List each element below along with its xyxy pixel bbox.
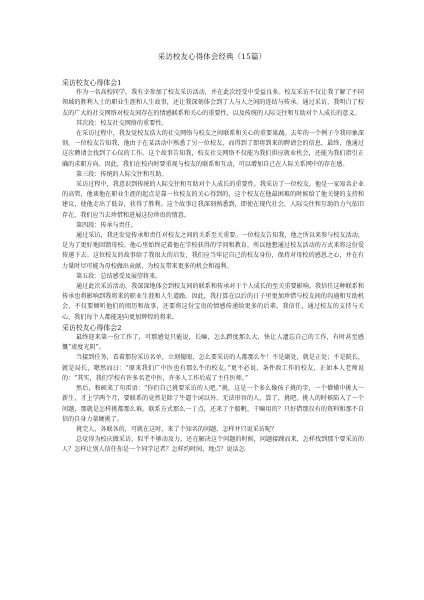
subheading: 第五段：总结感受及展望将来。 xyxy=(76,272,162,280)
paragraph: 最终迎来第一份工作了，可那感觉只能说，长嘛，怎么跨度那么大，快让人遗忘自己的工作，有时甚至感慨“虚度光阴”。 xyxy=(62,334,364,352)
paragraph: 当接到任务，看着那份采访名单，立刻傻眼，怎么要采访的人都那么牛！不是副处，就是正处；不是院长，就是局长，嗯然而曰：“原来我们广中医也有那么牛的校友。”更不必说，条件政工作的校友，正如本人老师说的：“其实，我们学校有许多名老中医，许多人工作后成了主任医师。” xyxy=(62,354,364,382)
paragraph: 然后，和硕来了句雷语：“你们自己挑要采访的人吧。”挑，这是一个多么像孩子挑的字，一个懵懂中挑大一新生，才上学两个月，要联系的竟然是除了牛逼个词以外，无法形容的人，算了，挑吧。挑人的时候陷入了一个问题，那就是怎样挑都那么难。联系方式那么一丁点，还来了个船帆，干嘛用的？只好借那仅有的资料和那不自信的自身力量硬挑了。 xyxy=(62,385,364,423)
paragraph: 采访过程中，我意识到传统的人际交往和互助对个人成长的重要性。我采访了一位校友，他是一家知名企业的高管，他谈他在职业生涯的起点是靠一位校友的关心得到的，这个校友在他最困难的时候给了他关键的支持和建议，使他走出了低谷，获得了胜利。这个故事让我深刻熟悉到，即使在现代社会，人际交往和互助的力气依旧存在，我们应当去珍惜和进展这份珍贵的情意。 xyxy=(62,181,364,219)
subheading: 第四段：传承与责任。 xyxy=(76,221,137,229)
document-title: 采访校友心得体会经典（15篇） xyxy=(157,52,267,61)
subheading: 其次段：校友社交网络的重要性。 xyxy=(76,119,168,127)
section-heading-2: 采访校友心得体会2 xyxy=(62,323,122,332)
document-body xyxy=(62,78,364,456)
paragraph: 挑完人，各联各的，可就在这时，来了个知名的问题，怎样并只说采访呢？ xyxy=(76,425,278,433)
paragraph: 通过此次采访活动，我深深地体会到校友间的联系和传承对于个人成长的至关重要影响。我信任这种联系和传承也将影响到我将来的职业生涯和人生道路。因此，我打算在以后的日子里更加珍惜与校友间的沟通和互助机会，不仅要倾听他们的阅历和故事，还要将这份宝贵的情感传递给更多的后辈。我信任，通过校友的支持与关心，我们每个人都能迎向更加辉煌的将来。 xyxy=(62,283,364,321)
section-heading-1: 采访校友心得体会1 xyxy=(62,79,122,87)
paragraph: 总觉得为校庆做采访，似乎不够动及力，还在解决这个问题的时候，问题接踵而来，怎样找到那个要采访的人？怎样让别人信任你是一个同学记者？怎样约时间、地点？说话怎 xyxy=(62,436,364,454)
paragraph: 作为一名高校同学，我有幸参加了校友采访活动，并在此次经受中受益良多。校友采访不仅让我了解了不同领域的胜利人士的职业生涯和人生故事，还让我深刻体会到了人与人之间的连结与传承。通过采访，我明白了校友的广大的社交网络对校友间存在的情感联系和关心的重要性，以及传统的人际交往和互助对个人成长的意义。 xyxy=(62,89,364,117)
paragraph: 通过采访，我还发觉传承和责任对校友之间的关系至关重要。一位校友告知我，他之所以来参与校友活动，是为了更好地回馈母校。他心里始终记着他在学校获得的学问和教育，所以他想通过校友活动的方式来将这份爱传递下去。这位校友的故事给了我很大的启发，我们应当牢记自己的校友身份，保持对母校的感恩之心，并在有力量时尽可能为母校做出贡献，为校友带来更多的机会和福利。 xyxy=(62,232,364,270)
paragraph: 在采访过程中，我发觉校友浩大的社交网络与校友之间联系和关心的重要果蔬。去年的一个例子令我印象深刻。一位校友告知我，他由于在某活动中熟悉了另一位校友，而得到了即将到来的聘请会的信息，最终，他通过这次聘请会找到了心仪的工作。这个故事告知我，校友社交网络不仅能为我们供应就业机会，还能为我们指引正确的求职方向。因此，我们在校内时要重视与校友的联系和互动，可以增加自己在人际关系网中的存在感。 xyxy=(62,130,364,168)
subheading: 第三段：传统的人际交往和互助。 xyxy=(76,170,168,178)
